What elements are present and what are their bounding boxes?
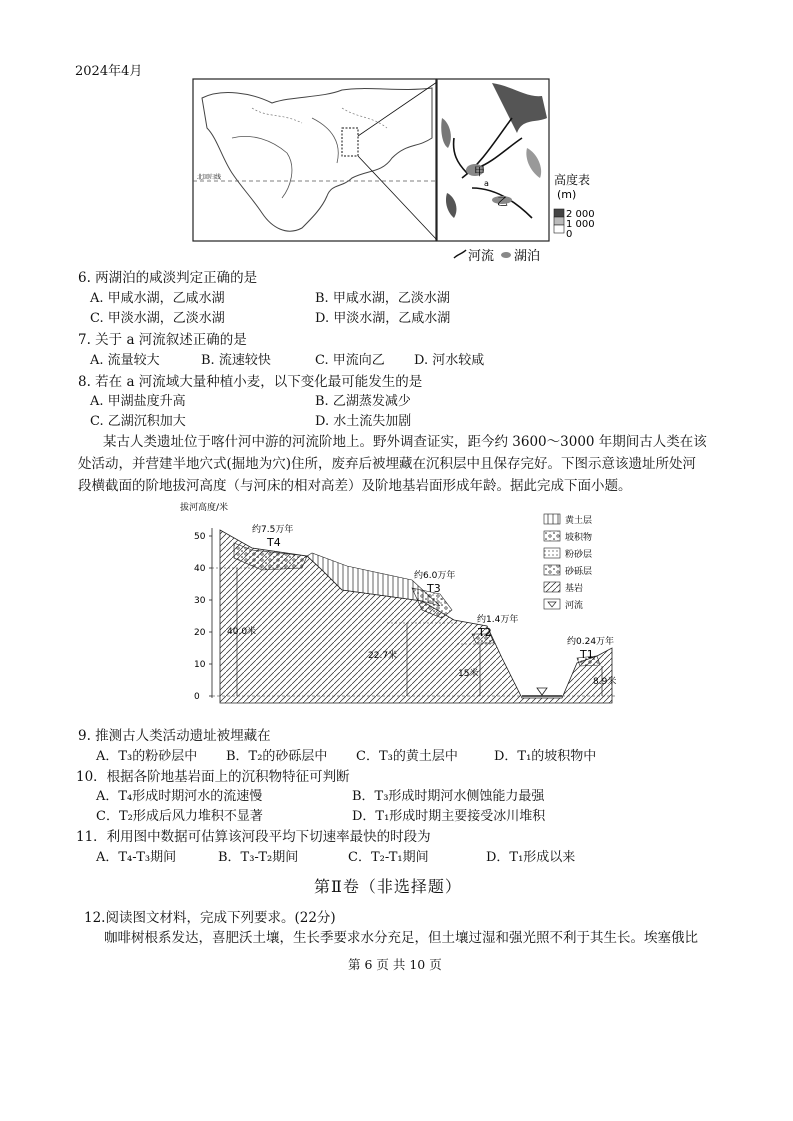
q7-option-a: A. 流量较大 [90, 353, 160, 368]
legend-swatch-low [554, 225, 564, 233]
t3-label: T3 [427, 582, 441, 595]
legend-title: 高度表 [554, 173, 591, 187]
map-figure [192, 78, 595, 266]
q8-option-d: D. 水土流失加剧 [315, 414, 412, 429]
q11-option-c: C．T₂-T₁期间 [348, 850, 429, 865]
t3-height: 22.7米 [368, 651, 398, 661]
q9-option-c: C．T₃的黄土层中 [356, 749, 458, 764]
t1-age: 约0.24万年 [567, 637, 615, 647]
q8-option-c: C. 乙湖沉积加大 [90, 414, 186, 429]
header-date: 2024年4月 [75, 64, 143, 79]
passage-line-1: 某古人类遗址位于喀什河中游的河流阶地上。野外调查证实，距今约 3600～3000 年期间古人类在该 [103, 434, 707, 450]
q8-option-b: B. 乙湖蒸发减少 [315, 394, 411, 409]
section-title: 第Ⅱ卷（非选择题） [314, 877, 462, 896]
river-level-icon [537, 688, 547, 695]
tropic-label: 北回归线 [197, 174, 222, 181]
legend-lake: 湖泊 [514, 249, 541, 264]
q9-option-b: B．T₂的砂砾层中 [226, 749, 328, 764]
q8-stem: 8. 若在 a 河流域大量种植小麦，以下变化最可能发生的是 [78, 374, 423, 390]
q10-stem: 10．根据各阶地基岩面上的沉积物特征可判断 [76, 769, 350, 785]
river-symbol-icon [454, 250, 466, 258]
q7-option-c: C. 甲流向乙 [315, 353, 385, 368]
label-yi: 乙 [497, 195, 508, 208]
t2-age: 约1.4万年 [477, 615, 519, 625]
terrace-section-chart [172, 498, 622, 708]
legend-gravel: 砂砾层 [565, 567, 593, 577]
q9-stem: 9. 推测古人类活动遗址被埋藏在 [78, 728, 271, 744]
q11-stem: 11．利用图中数据可估算该河段平均下切速率最快的时段为 [76, 829, 431, 845]
passage-line-2: 处活动，并营建半地穴式(掘地为穴)住所，废弃后被埋藏在沉积层中且保存完好。下图示意该遗址所处河 [78, 456, 697, 472]
y-ticks [194, 532, 212, 702]
lake-symbol-icon [501, 252, 511, 258]
q6-option-a: A. 甲咸水湖，乙咸水湖 [90, 291, 225, 306]
q12-text: 咖啡树根系发达，喜肥沃土壤，生长季要求水分充足，但土壤过湿和强光照不利于其生长。埃塞俄比 [104, 930, 698, 946]
legend-swatch-mid [554, 217, 564, 225]
q9-option-a: A．T₃的粉砂层中 [96, 749, 198, 764]
y-tick-label: 20 [194, 628, 206, 638]
legend-loess: 黄土层 [565, 516, 593, 526]
legend-silt: 粉砂层 [565, 550, 593, 560]
page-footer: 第 6 页 共 10 页 [348, 957, 442, 972]
q10-option-b: B．T₃形成时期河水侧蚀能力最强 [352, 789, 545, 804]
y-tick-label: 10 [194, 660, 206, 670]
chart-legend [544, 514, 592, 611]
y-tick-label: 0 [194, 692, 200, 702]
q10-option-d: D．T₁形成时期主要接受冰川堆积 [352, 809, 546, 824]
y-tick-label: 50 [194, 532, 206, 542]
q11-option-b: B．T₃-T₂期间 [218, 850, 299, 865]
t4-age: 约7.5万年 [252, 525, 294, 535]
main-map-frame [193, 79, 436, 241]
q10-option-a: A．T₄形成时期河水的流速慢 [96, 789, 263, 804]
t4-label: T4 [267, 536, 281, 549]
legend-river: 河流 [468, 249, 495, 264]
q11-option-d: D．T₁形成以来 [486, 850, 576, 865]
legend-river-label: 河流 [565, 601, 584, 611]
label-jia: 甲 [474, 165, 485, 178]
q6-stem: 6. 两湖泊的咸淡判定正确的是 [78, 270, 258, 286]
q6-option-c: C. 甲淡水湖，乙淡水湖 [90, 311, 225, 326]
q9-option-d: D．T₁的坡积物中 [494, 749, 597, 764]
t1-label: T1 [580, 648, 594, 661]
legend-unit: (m) [557, 188, 577, 201]
t2-height: 15米 [458, 669, 479, 679]
q7-option-b: B. 流速较快 [201, 353, 271, 368]
legend-value-2000: 2 000 [566, 209, 595, 220]
q10-option-c: C．T₂形成后风力堆积不显著 [96, 809, 263, 824]
legend-value-0: 0 [566, 229, 573, 240]
q6-option-d: D. 甲淡水湖，乙咸水湖 [315, 311, 451, 326]
t4-height: 40.0米 [227, 627, 257, 637]
y-tick-label: 30 [194, 596, 206, 606]
q7-option-d: D. 河水较咸 [414, 353, 485, 368]
legend-swatch-high [554, 209, 564, 217]
legend-value-1000: 1 000 [566, 219, 595, 230]
q11-option-a: A．T₄-T₃期间 [96, 850, 177, 865]
y-tick-label: 40 [194, 564, 206, 574]
q6-option-b: B. 甲咸水湖，乙淡水湖 [315, 291, 450, 306]
q7-stem: 7. 关于 a 河流叙述正确的是 [78, 332, 247, 348]
q12-stem: 12.阅读图文材料，完成下列要求。(22分) [84, 910, 336, 926]
legend-bedrock: 基岩 [565, 584, 584, 594]
chart-ylabel: 拔河高度/米 [180, 503, 229, 513]
t2-label: T2 [478, 626, 492, 639]
q8-option-a: A. 甲湖盐度升高 [90, 394, 186, 409]
passage-line-3: 段横截面的阶地拔河高度（与河床的相对高差）及阶地基岩面形成年龄。据此完成下面小题。 [78, 478, 632, 494]
t1-height: 8.9米 [593, 677, 617, 687]
t3-age: 约6.0万年 [414, 571, 456, 581]
legend-colluvium: 坡积物 [565, 533, 593, 543]
label-a: a [484, 179, 489, 188]
